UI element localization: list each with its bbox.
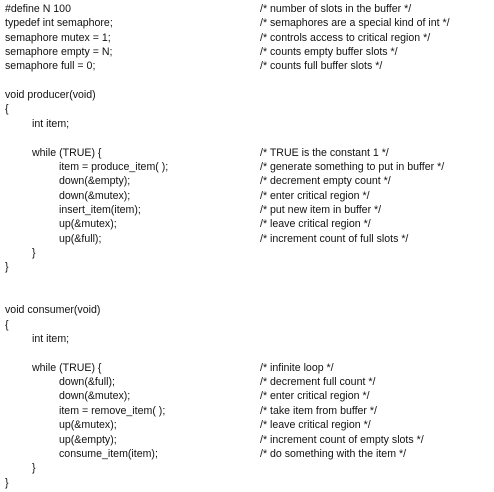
code-comment: /* leave critical region */ (260, 218, 371, 231)
code-line (5, 16, 491, 30)
code-text: down(&empty); (59, 175, 131, 188)
code-comment: /* infinite loop */ (260, 361, 334, 374)
code-text: up(&full); (59, 232, 102, 245)
code-line (5, 461, 491, 475)
code-line (5, 332, 491, 346)
code-text: down(&mutex); (59, 390, 131, 403)
code-comment: /* put new item in buffer */ (260, 203, 382, 216)
code-comment: /* controls access to critical region */ (260, 31, 431, 44)
code-line (5, 318, 491, 332)
code-line (5, 346, 491, 360)
code-comment: /* TRUE is the constant 1 */ (260, 146, 389, 159)
code-line (5, 102, 491, 116)
code-line (5, 246, 491, 260)
code-text: } (5, 476, 9, 489)
code-comment: /* take item from buffer */ (260, 404, 377, 417)
code-text: item = remove_item( ); (59, 404, 166, 417)
code-text: down(&mutex); (59, 189, 131, 202)
code-text: up(&empty); (59, 433, 117, 446)
code-line (5, 203, 491, 217)
code-comment: /* increment count of full slots */ (260, 232, 409, 245)
code-text: while (TRUE) { (32, 146, 102, 159)
code-line (5, 146, 491, 160)
code-line (5, 174, 491, 188)
code-line (5, 117, 491, 131)
code-text: down(&full); (59, 376, 115, 389)
code-text: void consumer(void) (5, 304, 101, 317)
code-line (5, 31, 491, 45)
code-text: } (32, 246, 36, 259)
code-text: while (TRUE) { (32, 361, 102, 374)
code-text: { (5, 103, 9, 116)
code-line (5, 131, 491, 145)
code-line (5, 2, 491, 16)
code-line (5, 217, 491, 231)
code-line (5, 232, 491, 246)
code-comment: /* number of slots in the buffer */ (260, 3, 412, 15)
code-line (5, 59, 491, 73)
code-line (5, 74, 491, 88)
code-comment: /* enter critical region */ (260, 189, 370, 202)
code-text: item = produce_item( ); (59, 160, 169, 173)
code-line (5, 361, 491, 375)
code-line (5, 275, 491, 289)
code-line (5, 476, 491, 490)
code-line (5, 289, 491, 303)
code-line (5, 447, 491, 461)
code-comment: /* generate something to put in buffer */ (260, 160, 445, 173)
code-text: int item; (32, 117, 70, 130)
code-line (5, 260, 491, 274)
code-line (5, 189, 491, 203)
code-line (5, 303, 491, 317)
code-text: } (5, 261, 9, 274)
code-line (5, 404, 491, 418)
code-text: #define N 100 (5, 3, 71, 15)
code-comment: /* leave critical region */ (260, 419, 371, 432)
code-comment: /* enter critical region */ (260, 390, 370, 403)
code-text: typedef int semaphore; (5, 17, 113, 30)
code-line (5, 88, 491, 102)
code-text: } (32, 462, 36, 475)
code-text: semaphore full = 0; (5, 60, 96, 73)
code-comment: /* counts empty buffer slots */ (260, 46, 398, 59)
code-text: int item; (32, 333, 70, 346)
code-text: { (5, 318, 9, 331)
code-comment: /* counts full buffer slots */ (260, 60, 383, 73)
code-line (5, 389, 491, 403)
code-line (5, 45, 491, 59)
code-line (5, 375, 491, 389)
code-comment: /* do something with the item */ (260, 447, 407, 460)
code-line (5, 418, 491, 432)
code-text: up(&mutex); (59, 218, 117, 231)
code-text: semaphore mutex = 1; (5, 31, 111, 44)
code-text: consume_item(item); (59, 447, 158, 460)
code-line (5, 433, 491, 447)
code-listing (5, 2, 491, 490)
code-line (5, 160, 491, 174)
code-comment: /* decrement empty count */ (260, 175, 391, 188)
code-comment: /* decrement full count */ (260, 376, 376, 389)
code-text: insert_item(item); (59, 203, 141, 216)
code-comment: /* semaphores are a special kind of int */ (260, 17, 450, 30)
code-comment: /* increment count of empty slots */ (260, 433, 424, 446)
code-text: up(&mutex); (59, 419, 117, 432)
code-text: void producer(void) (5, 89, 96, 102)
code-text: semaphore empty = N; (5, 46, 113, 59)
